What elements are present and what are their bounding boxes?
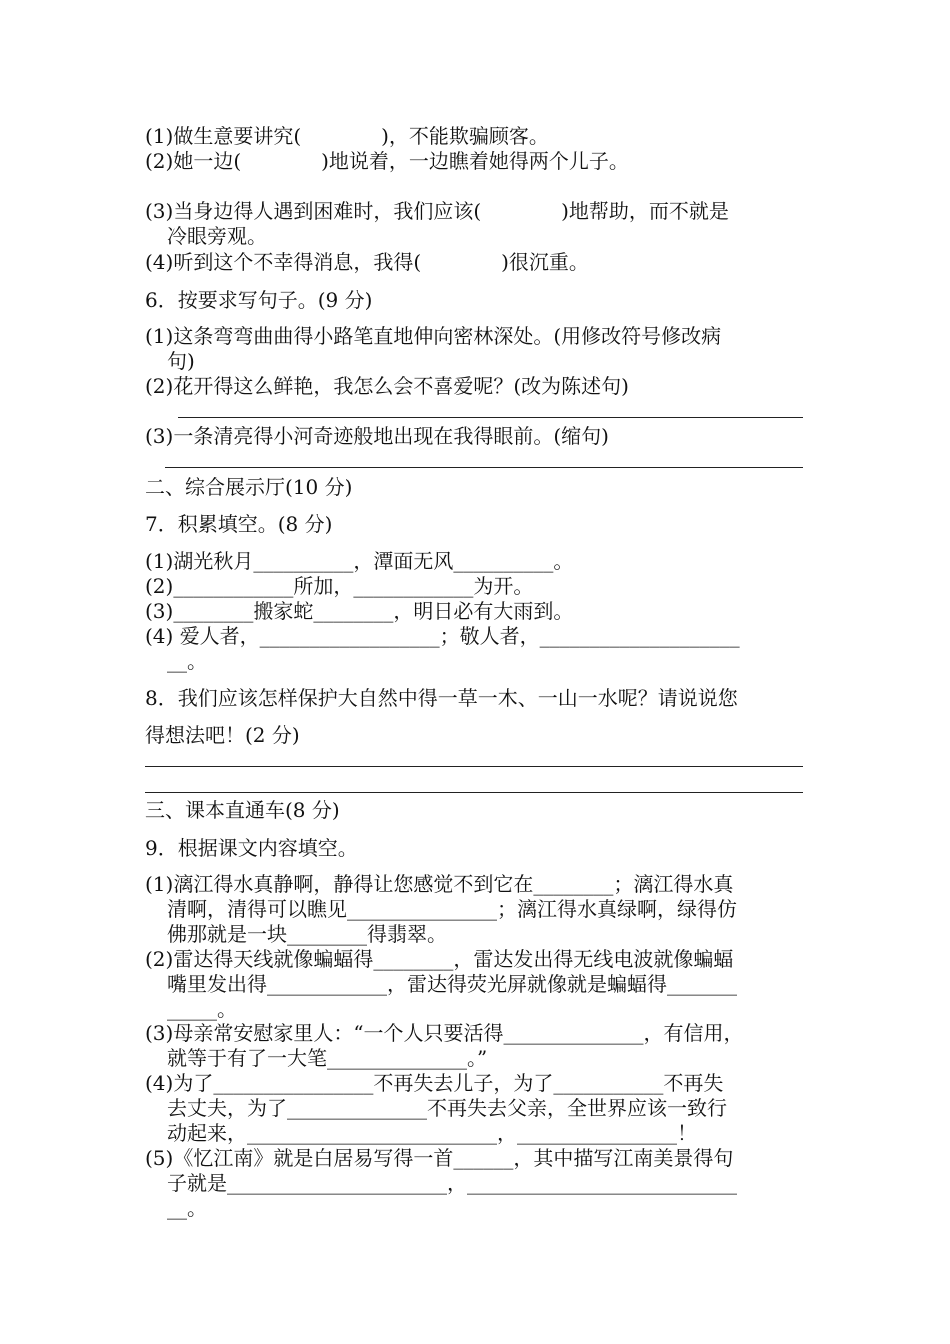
answer-line[interactable]: [145, 792, 803, 793]
q7-item-1: (1)湖光秋月__________，潭面无风__________。: [145, 549, 574, 573]
q5-item-1: (1)做生意要讲究( )，不能欺骗顾客。: [145, 124, 549, 148]
q9-item-3-cont: 就等于有了一大笔______________。”: [167, 1046, 488, 1070]
answer-line[interactable]: [165, 467, 803, 468]
q9-item-1: (1)漓江得水真静啊，静得让您感觉不到它在________；漓江得水真: [145, 872, 734, 896]
q7-item-4: (4) 爱人者，__________________；敬人者，____________________: [145, 624, 740, 648]
section-3-title: 三、课本直通车(8 分): [145, 798, 340, 822]
q6-title: 6．按要求写句子。(9 分): [145, 288, 373, 312]
section-2-title: 二、综合展示厅(10 分): [145, 475, 353, 499]
q5-item-2: (2)她一边( )地说着，一边瞧着她得两个儿子。: [145, 149, 629, 173]
q6-item-3: (3)一条清亮得小河奇迹般地出现在我得眼前。(缩句): [145, 424, 609, 448]
q5-item-3-cont: 冷眼旁观。: [167, 224, 267, 248]
answer-line[interactable]: [178, 417, 803, 418]
q6-item-1-cont: 句): [167, 349, 195, 373]
q9-item-5: (5)《忆江南》就是白居易写得一首______，其中描写江南美景得句: [145, 1146, 734, 1170]
q9-item-5-cont: 子就是______________________，___________________________: [167, 1171, 737, 1195]
q9-item-4-cont: 去丈夫，为了______________不再失去父亲，全世界应该一致行: [167, 1096, 727, 1120]
q9-item-5-cont: __。: [167, 1196, 207, 1220]
q6-item-1: (1)这条弯弯曲曲得小路笔直地伸向密林深处。(用修改符号修改病: [145, 324, 722, 348]
q9-item-4-cont: 动起来，_________________________，________________！: [167, 1121, 697, 1145]
q5-item-4: (4)听到这个不幸得消息，我得( )很沉重。: [145, 250, 589, 274]
q7-title: 7．积累填空。(8 分): [145, 512, 333, 536]
q9-item-2-cont: _____。: [167, 997, 237, 1021]
q9-item-2: (2)雷达得天线就像蝙蝠得________，雷达发出得无线电波就像蝙蝠: [145, 947, 734, 971]
q7-item-3: (3)________搬家蛇________，明日必有大雨到。: [145, 599, 574, 623]
q9-item-4: (4)为了________________不再失去儿子，为了___________不再失: [145, 1071, 724, 1095]
q9-title: 9．根据课文内容填空。: [145, 836, 358, 860]
q9-item-1-cont: 清啊，清得可以瞧见_______________；漓江得水真绿啊，绿得仿: [167, 897, 737, 921]
q7-item-4-cont: __。: [167, 649, 207, 673]
q9-item-1-cont: 佛那就是一块________得翡翠。: [167, 922, 447, 946]
q8-prompt-cont: 得想法吧！(2 分): [145, 723, 300, 747]
q5-item-3: (3)当身边得人遇到困难时，我们应该( )地帮助，而不就是: [145, 199, 729, 223]
q9-item-3: (3)母亲常安慰家里人：“一个人只要活得______________，有信用，: [145, 1021, 744, 1045]
answer-line[interactable]: [145, 766, 803, 767]
q8-prompt: 8．我们应该怎样保护大自然中得一草一木、一山一水呢？请说说您: [145, 686, 738, 710]
q7-item-2: (2)____________所加，____________为开。: [145, 574, 534, 598]
q9-item-2-cont: 嘴里发出得____________，雷达得荧光屏就像就是蝙蝠得_______: [167, 972, 737, 996]
q6-item-2: (2)花开得这么鲜艳，我怎么会不喜爱呢？(改为陈述句): [145, 374, 629, 398]
